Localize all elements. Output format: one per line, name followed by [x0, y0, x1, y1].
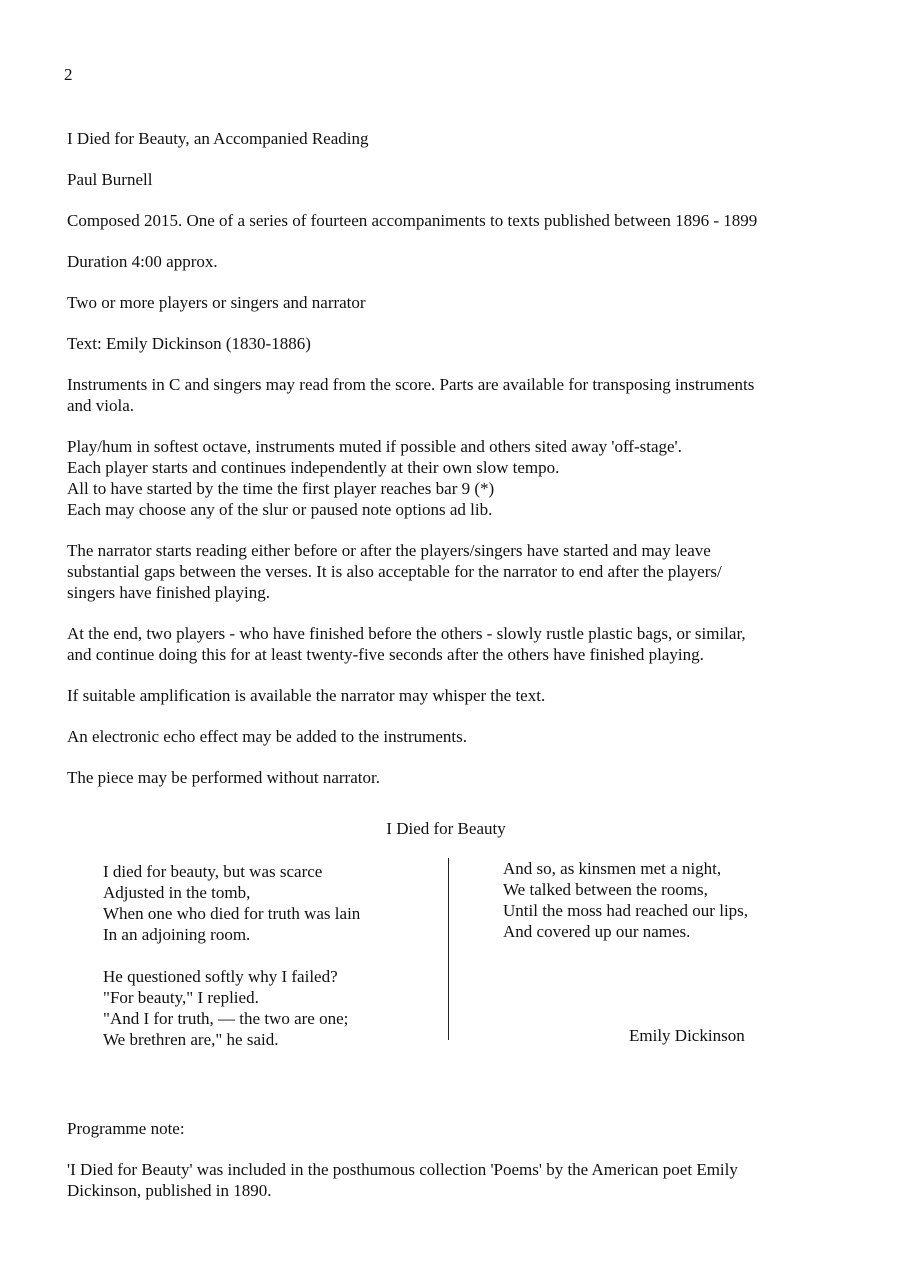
poem-right-column: [503, 858, 803, 963]
poem: [103, 858, 803, 1048]
programme-note-text: 'I Died for Beauty' was included in the posthumous collection 'Poems' by the American poet Emily Dickinson, published in 1890.: [67, 1160, 738, 1200]
poem-title: I Died for Beauty: [386, 819, 506, 838]
document-title: I Died for Beauty, an Accompanied Reading: [67, 129, 369, 148]
instructions-echo: An electronic echo effect may be added to the instruments.: [67, 727, 467, 746]
forces: Two or more players or singers and narrator: [67, 293, 366, 312]
composition-info: Composed 2015. One of a series of fourteen accompaniments to texts published between 1896 - 1899: [67, 211, 758, 230]
poem-left-column: [103, 861, 433, 1071]
poem-stanza-1: I died for beauty, but was scarce Adjusted in the tomb, When one who died for truth was lain In an adjoining room.: [103, 862, 361, 944]
instructions-end: At the end, two players - who have finished before the others - slowly rustle plastic bags, or similar, and continue doing this for at least twenty-five seconds after the others have finished playing.: [67, 624, 746, 664]
column-divider: [448, 858, 449, 1040]
instructions-play: Play/hum in softest octave, instruments muted if possible and others sited away 'off-stage'. Each player starts and continues independently at their own slow tempo. All to have started by the time the first player reaches bar 9 (*) Each may choose any of the slur or paused note options ad lib.: [67, 437, 682, 519]
duration: Duration 4:00 approx.: [67, 252, 218, 271]
document-body: [67, 128, 847, 808]
composer-name: Paul Burnell: [67, 170, 153, 189]
page-number: 2: [64, 65, 73, 84]
poem-stanza-3: And so, as kinsmen met a night, We talked between the rooms, Until the moss had reached our lips, And covered up our names.: [503, 859, 749, 941]
instructions-amplification: If suitable amplification is available the narrator may whisper the text.: [67, 686, 546, 705]
poem-stanza-2: He questioned softly why I failed? "For beauty," I replied. "And I for truth, — the two are one; We brethren are," he said.: [103, 967, 349, 1049]
poem-author: Emily Dickinson: [629, 1026, 745, 1045]
text-credit: Text: Emily Dickinson (1830-1886): [67, 334, 311, 353]
programme-note-heading: Programme note:: [67, 1119, 185, 1138]
instructions-narrator: The narrator starts reading either before or after the players/singers have started and may leave substantial gaps between the verses. It is also acceptable for the narrator to end after the players/ singers have finished playing.: [67, 541, 722, 602]
instructions-instruments: Instruments in C and singers may read from the score. Parts are available for transposing instruments and viola.: [67, 375, 755, 415]
instructions-without-narrator: The piece may be performed without narrator.: [67, 768, 380, 787]
programme-note: [67, 1118, 847, 1221]
